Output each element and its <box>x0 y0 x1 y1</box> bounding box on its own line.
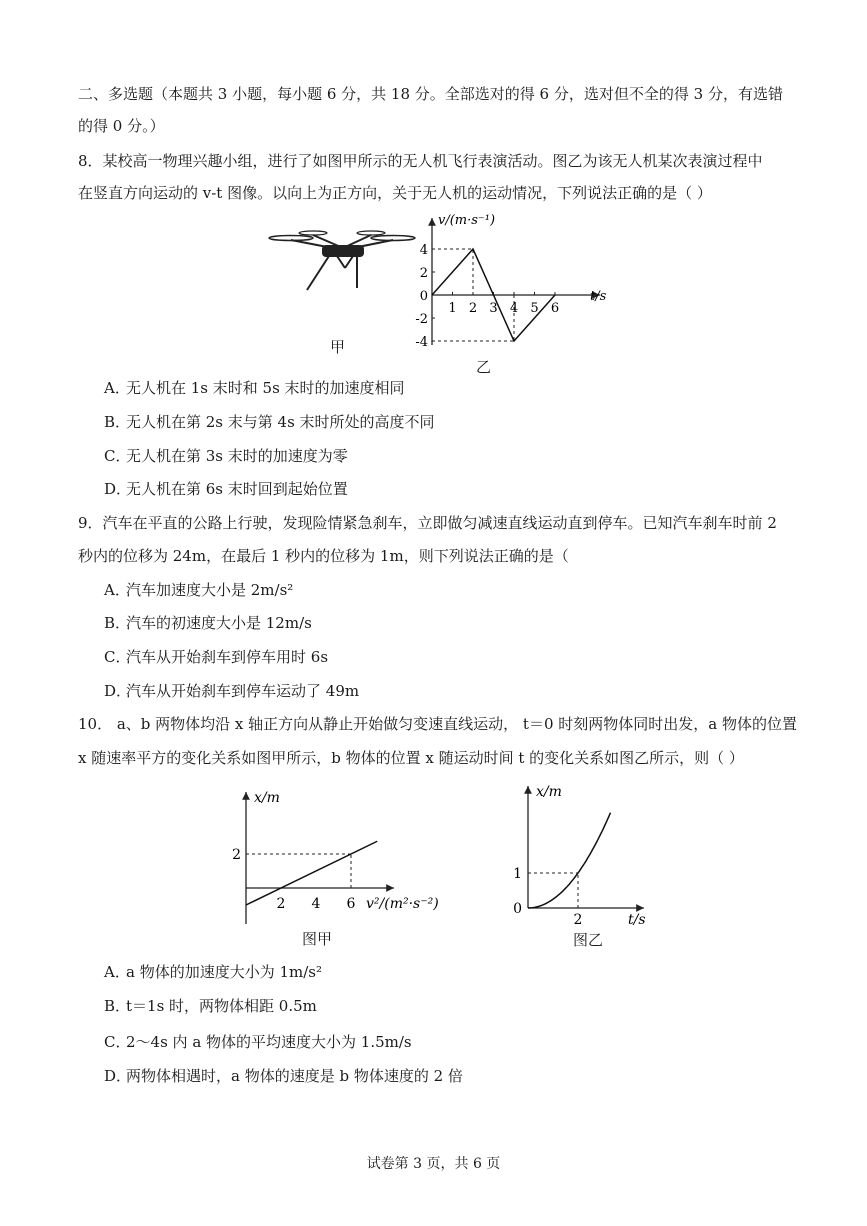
vt-y-tick-label: -2 <box>415 312 428 327</box>
vt-y-tick-label: 4 <box>419 243 428 258</box>
q8-vt-chart <box>415 210 618 360</box>
page-footer: 试卷第 3 页，共 6 页 <box>366 1156 501 1172</box>
xv-x-tick-label: 4 <box>311 896 321 912</box>
xv-y-tick-label: 2 <box>232 847 241 863</box>
q10-figure-yi-caption: 图乙 <box>573 931 604 949</box>
xt-x-axis-label: t/s <box>628 912 646 928</box>
option-text: 汽车从开始刹车到停车运动了 49m <box>126 682 360 700</box>
section-heading: 二、多选题（本题共 3 小题，每小题 6 分，共 18 分。全部选对的得 6 分，选对但不全的得 3 分，有选错 <box>78 85 783 103</box>
question-9-stem: 9．汽车在平直的公路上行驶，发现险情紧急刹车，立即做匀减速直线运动直到停车。已知汽车刹车时前 2 <box>78 514 777 532</box>
option-label: D． <box>104 480 132 498</box>
q8-option-c <box>104 446 348 466</box>
option-label: B． <box>104 614 131 632</box>
q10-option-b <box>104 996 317 1016</box>
option-text: a 物体的加速度大小为 1m/s² <box>126 963 323 981</box>
option-label: A． <box>104 379 130 397</box>
q8-option-b <box>104 412 435 432</box>
option-text: 汽车加速度大小是 2m/s² <box>126 581 294 599</box>
xt-y-tick-label: 1 <box>513 866 522 882</box>
xv-x-tick-label: 2 <box>276 896 286 912</box>
q8-option-d <box>104 479 348 499</box>
xv-y-axis-label: x/m <box>254 790 280 806</box>
option-label: A． <box>104 963 130 981</box>
question-8-stem-cont: 在竖直方向运动的 v-t 图像。以向上为正方向，关于无人机的运动情况，下列说法正确的是（ ） <box>78 184 712 202</box>
option-label: B． <box>104 413 131 431</box>
q10-option-a <box>104 962 322 982</box>
option-text: 无人机在第 3s 末时的加速度为零 <box>126 447 348 465</box>
q10-figure-jia-caption: 图甲 <box>302 930 333 948</box>
vt-y-tick-label: -4 <box>415 335 428 350</box>
drone-illustration <box>263 228 423 300</box>
section-heading-cont: 的得 0 分。） <box>78 117 165 135</box>
option-label: C． <box>104 1033 131 1051</box>
q10-option-d <box>104 1066 463 1086</box>
q8-figure-yi-caption: 乙 <box>476 358 492 376</box>
option-text: 2～4s 内 a 物体的平均速度大小为 1.5m/s <box>126 1033 412 1051</box>
q9-option-c <box>104 647 328 667</box>
q8-option-a <box>104 378 405 398</box>
vt-x-tick-label: 2 <box>468 301 478 316</box>
q10-x-t-chart <box>504 778 654 928</box>
option-label: B． <box>104 997 131 1015</box>
option-text: 无人机在第 2s 末与第 4s 末时所处的高度不同 <box>126 413 435 431</box>
vt-x-tick-label: 4 <box>509 301 519 316</box>
option-text: 汽车的初速度大小是 12m/s <box>126 614 312 632</box>
option-label: D． <box>104 1067 132 1085</box>
xt-y-tick-label: 0 <box>513 901 522 917</box>
q10-option-c <box>104 1032 412 1052</box>
question-10-stem: 10． a、b 两物体均沿 x 轴正方向从静止开始做匀变速直线运动， t＝0 时刻两物体同时出发，a 物体的位置 <box>78 715 797 733</box>
vt-y-axis-label: v/(m·s⁻¹) <box>438 213 496 228</box>
vt-x-axis-label: t/s <box>590 289 607 304</box>
vt-x-tick-label: 5 <box>530 301 539 316</box>
option-text: 两物体相遇时，a 物体的速度是 b 物体速度的 2 倍 <box>126 1067 463 1085</box>
vt-x-tick-label: 6 <box>550 301 560 316</box>
xv-x-axis-label: v²/(m²·s⁻²) <box>366 896 439 912</box>
option-text: 无人机在 1s 末时和 5s 末时的加速度相同 <box>126 379 405 397</box>
question-9-stem-cont: 秒内的位移为 24m，在最后 1 秒内的位移为 1m，则下列说法正确的是（ <box>78 547 569 565</box>
q8-figure-jia-caption: 甲 <box>330 338 346 356</box>
option-label: C． <box>104 648 131 666</box>
option-label: A． <box>104 581 130 599</box>
vt-y-tick-label: 2 <box>419 266 428 281</box>
q9-option-a <box>104 580 293 600</box>
q10-x-v2-chart <box>226 786 458 926</box>
option-text: 汽车从开始刹车到停车用时 6s <box>126 648 329 666</box>
q9-option-b <box>104 613 312 633</box>
vt-x-tick-label: 1 <box>448 301 457 316</box>
vt-x-tick-label: 3 <box>489 301 498 316</box>
option-text: 无人机在第 6s 末时回到起始位置 <box>126 480 348 498</box>
q9-option-d <box>104 681 359 701</box>
question-10-stem-cont: x 随速率平方的变化关系如图甲所示，b 物体的位置 x 随运动时间 t 的变化关系如图乙所示，则（ ） <box>78 749 744 767</box>
question-8-stem: 8．某校高一物理兴趣小组，进行了如图甲所示的无人机飞行表演活动。图乙为该无人机某次表演过程中 <box>78 152 763 170</box>
xt-x-tick-label: 2 <box>573 912 583 928</box>
xt-y-axis-label: x/m <box>536 784 562 800</box>
option-text: t＝1s 时，两物体相距 0.5m <box>126 997 317 1015</box>
xv-x-tick-label: 6 <box>346 896 356 912</box>
vt-y-tick-label: 0 <box>419 289 428 304</box>
xt-series-curve <box>528 813 611 908</box>
option-label: D． <box>104 682 132 700</box>
option-label: C． <box>104 447 131 465</box>
